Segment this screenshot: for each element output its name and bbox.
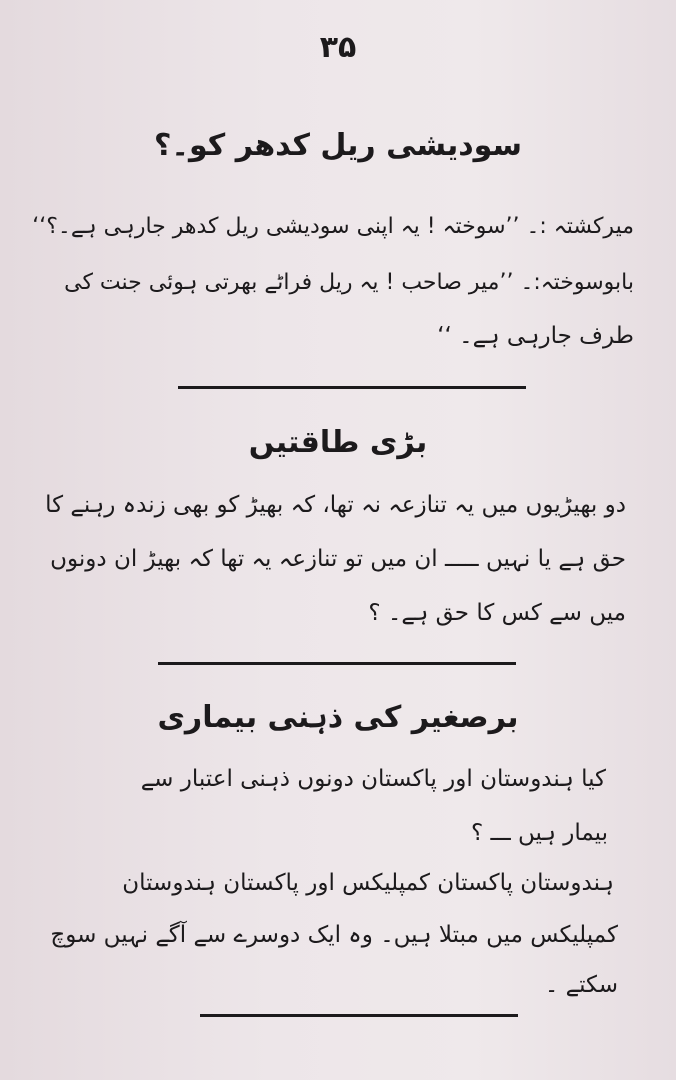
section-2-line-2: حق ہے یا نہیں ـــــ ان میں تو تنازعہ یہ تھا کہ بھیڑ ان دونوں — [50, 546, 626, 572]
section-heading-swadeshi-rail: سودیشی ریل کدھر کو۔؟ — [154, 128, 522, 163]
section-1-line-3: طرف جارہی ہے۔ ‘‘ — [437, 323, 634, 349]
section-heading-subcontinent-mental-illness: برصغیر کی ذہنی بیماری — [157, 700, 519, 735]
section-3-line-2: بیمار ہیں ـــ ؟ — [470, 820, 608, 846]
section-3-line-1: کیا ہندوستان اور پاکستان دونوں ذہنی اعتبار سے — [140, 766, 606, 792]
section-divider — [158, 662, 516, 665]
section-3-line-5: سکتے ۔ — [544, 972, 618, 998]
section-divider — [200, 1014, 518, 1017]
section-3-line-3: ہندوستان پاکستان کمپلیکس اور پاکستان ہندوستان — [122, 870, 614, 896]
section-heading-great-powers: بڑی طاقتیں — [248, 425, 428, 460]
section-2-line-1: دو بھیڑیوں میں یہ تنازعہ نہ تھا، کہ بھیڑ کو بھی زندہ رہنے کا — [45, 492, 626, 518]
section-divider — [178, 386, 526, 389]
section-1-line-1: میرکشتہ :۔ ’’سوختہ ! یہ اپنی سودیشی ریل کدھر جارہی ہے۔؟‘‘ — [32, 214, 634, 239]
page-number: ۳۵ — [319, 30, 357, 65]
section-2-line-3: میں سے کس کا حق ہے۔ ؟ — [368, 600, 626, 626]
section-1-line-2: بابوسوختہ:۔ ’’میر صاحب ! یہ ریل فراٹے بھرتی ہوئی جنت کی — [64, 270, 634, 295]
section-3-line-4: کمپلیکس میں مبتلا ہیں۔ وہ ایک دوسرے سے آگے نہیں سوچ — [50, 922, 618, 948]
